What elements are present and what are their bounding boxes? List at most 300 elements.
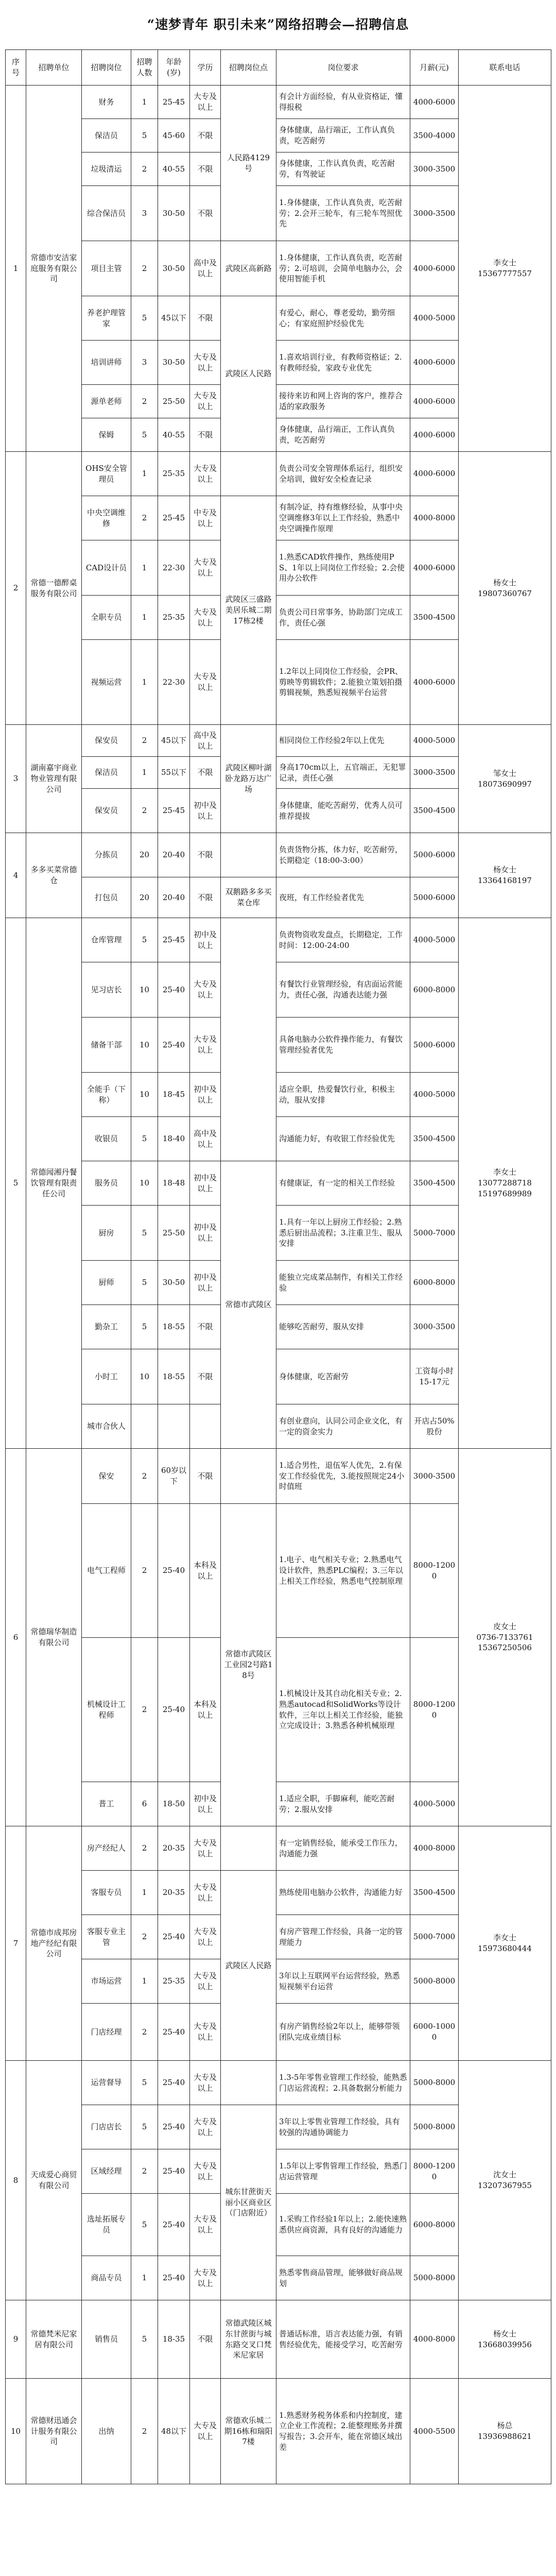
header-contact: 联系电话: [459, 50, 551, 86]
job-post: 养老护理管家: [82, 296, 131, 341]
job-pay: 5000-6000: [410, 877, 459, 918]
job-pay: 5000-6000: [410, 833, 459, 877]
job-req: 1.3-5年零售业管理工作经验，能熟悉门店运营流程；2.具备数据分析能力: [276, 2061, 410, 2105]
job-edu: 不限: [190, 152, 221, 186]
job-edu: 不限: [190, 1305, 221, 1349]
job-num: 2: [131, 2379, 158, 2484]
job-req: 有房产销售经验2年以上，能够带领团队完成业绩目标: [276, 2004, 410, 2061]
job-req: 身体健康，工作认真负责，吃苦耐劳，有驾驶证: [276, 152, 410, 186]
job-num: 2: [131, 725, 158, 757]
job-pay: 5000-7000: [410, 1206, 459, 1261]
company-name: 多多买菜常德仓: [26, 833, 82, 918]
job-num: 2: [131, 2149, 158, 2194]
header-company: 招聘单位: [26, 50, 82, 86]
job-post: 保安: [82, 1449, 131, 1504]
job-num: 2: [131, 789, 158, 833]
table-row: [6, 86, 551, 119]
job-site: [221, 1449, 276, 1504]
job-req: 相同岗位工作经验2年以上优先: [276, 725, 410, 757]
company-contact: 李女士 15973680444: [459, 1826, 551, 2061]
job-age: 25-40: [158, 2061, 190, 2105]
job-num: 5: [131, 296, 158, 341]
job-pay: 5000-7000: [410, 1915, 459, 1959]
company-contact: 李女士 15367777557: [459, 86, 551, 452]
header-row: [6, 50, 551, 86]
job-post: 源单老师: [82, 385, 131, 418]
job-req: 1.具有一年以上厨房工作经验；2.熟悉后厨出品流程；3.注重卫生、服从安排: [276, 1206, 410, 1261]
job-pay: 4000-6000: [410, 241, 459, 296]
job-req: 1.采购工作经验1年以上；2.能快速熟悉供应商资源，具有良好的沟通能力: [276, 2194, 410, 2256]
job-num: 5: [131, 2105, 158, 2149]
job-pay: 5000-8000: [410, 1959, 459, 2004]
job-post: 门店店长: [82, 2105, 131, 2149]
job-pay: 6000-10000: [410, 2004, 459, 2061]
job-age: 25-35: [158, 596, 190, 640]
job-num: 1: [131, 596, 158, 640]
table-row: [6, 725, 551, 757]
job-age: 40-55: [158, 152, 190, 186]
job-edu: 大专及以上: [190, 1018, 221, 1073]
job-age: 25-40: [158, 1504, 190, 1638]
header-no: 序号: [6, 50, 26, 86]
job-edu: 高中及以上: [190, 725, 221, 757]
job-age: 45以下: [158, 296, 190, 341]
job-req: 有会计方面经验，有从业资格证，懂得报税: [276, 86, 410, 119]
job-edu: 不限: [190, 877, 221, 918]
job-age: 48以下: [158, 2379, 190, 2484]
job-req: 身体健康，能吃苦耐劳，优秀人员可推荐提拔: [276, 789, 410, 833]
job-site: [221, 2061, 276, 2105]
job-age: 25-35: [158, 1959, 190, 2004]
job-pay: 3000-3500: [410, 1449, 459, 1504]
job-num: 3: [131, 186, 158, 241]
job-edu: 大专及以上: [190, 2256, 221, 2300]
job-age: 40-55: [158, 418, 190, 452]
company-contact: 邹女士 18073690997: [459, 725, 551, 833]
job-num: 10: [131, 1161, 158, 1206]
job-age: 25-40: [158, 2256, 190, 2300]
job-age: 25-45: [158, 496, 190, 540]
job-post: 出纳: [82, 2379, 131, 2484]
job-edu: 高中及以上: [190, 241, 221, 296]
job-pay: 5000-6000: [410, 1018, 459, 1073]
job-post: 保洁员: [82, 119, 131, 152]
job-post: 勤杂工: [82, 1305, 131, 1349]
job-edu: 中专及以上: [190, 496, 221, 540]
company-no: 6: [6, 1449, 26, 1826]
job-num: 1: [131, 757, 158, 789]
company-contact: 杨女士 13364168197: [459, 833, 551, 918]
job-post: 销售员: [82, 2300, 131, 2379]
job-post: 储备干部: [82, 1018, 131, 1073]
job-num: 1: [131, 2256, 158, 2300]
company-no: 8: [6, 2061, 26, 2300]
job-site: 常德市武陵区: [221, 1161, 276, 1449]
job-post: 保洁员: [82, 757, 131, 789]
job-age: 25-40: [158, 1018, 190, 1073]
job-pay: 5000-8000: [410, 2256, 459, 2300]
header-pay: 月薪(元): [410, 50, 459, 86]
job-num: 5: [131, 1117, 158, 1161]
job-edu: 不限: [190, 2300, 221, 2379]
job-age: 20-40: [158, 833, 190, 877]
job-post: 中央空调维修: [82, 496, 131, 540]
job-age: 18-35: [158, 2300, 190, 2379]
job-req: 夜班，有工作经验者优先: [276, 877, 410, 918]
job-req: 3年以上零售业管理工作经验，具有较强的沟通协调能力: [276, 2105, 410, 2149]
job-req: 1.身体健康，工作认真负责，吃苦耐劳；2.可培训，会简单电脑办公，会使用智能手机: [276, 241, 410, 296]
table-row: [6, 1449, 551, 1504]
header-num: 招聘人数: [131, 50, 158, 86]
job-pay: 4000-6000: [410, 86, 459, 119]
job-req: 1.机械设计及其自动化相关专业；2.熟悉autocad和SolidWorks等设计软件，三年以上相关工作经验，能独立完成设计；3.熟悉各种机械原理: [276, 1638, 410, 1782]
job-num: 20: [131, 877, 158, 918]
job-age: 30-50: [158, 186, 190, 241]
job-pay: 3000-3500: [410, 1305, 459, 1349]
job-post: 厨师: [82, 1261, 131, 1305]
job-pay: 5000-8000: [410, 2105, 459, 2149]
job-req: 能够吃苦耐劳，服从安排: [276, 1305, 410, 1349]
job-post: 培训讲师: [82, 341, 131, 385]
job-edu: 高中及以上: [190, 1117, 221, 1161]
job-num: 10: [131, 962, 158, 1018]
job-req: 身高170cm以上，五官端正，无犯罪记录，责任心强: [276, 757, 410, 789]
job-edu: 大专及以上: [190, 640, 221, 725]
job-pay: 5000-8000: [410, 2061, 459, 2105]
job-site: 武陵区三盛路美居乐城二期17栋2楼: [221, 496, 276, 725]
job-post: 商品专员: [82, 2256, 131, 2300]
job-pay: 6000-8000: [410, 1261, 459, 1305]
job-req: 1.喜欢培训行业，有教师资格证；2.有教师经验，家政专业优先: [276, 341, 410, 385]
job-age: 25-50: [158, 1206, 190, 1261]
company-name: 天成爱心商贸有限公司: [26, 2061, 82, 2300]
job-edu: 不限: [190, 833, 221, 877]
job-req: 负责物资收发盘点，长期稳定，工作时间：12:00-24:00: [276, 918, 410, 962]
job-age: 25-50: [158, 385, 190, 418]
job-pay: 3500-4500: [410, 596, 459, 640]
job-site: 武陵区高新路: [221, 241, 276, 296]
job-edu: 大专及以上: [190, 540, 221, 596]
job-site: 常德市武陵区工业园2号路18号: [221, 1504, 276, 1826]
job-edu: 初中及以上: [190, 1782, 221, 1826]
job-edu: 大专及以上: [190, 2149, 221, 2194]
job-post: OHS安全管理员: [82, 452, 131, 496]
job-age: 18-40: [158, 1117, 190, 1161]
company-no: 1: [6, 86, 26, 452]
job-post: 打包员: [82, 877, 131, 918]
job-pay: 4000-5000: [410, 296, 459, 341]
job-req: 有房产管理工作经验，具备一定的管理能力: [276, 1915, 410, 1959]
table-row: [6, 2300, 551, 2379]
job-num: 2: [131, 1504, 158, 1638]
job-req: 身体健康，吃苦耐劳: [276, 1349, 410, 1404]
job-age: 18-50: [158, 1782, 190, 1826]
job-site: [221, 833, 276, 877]
job-post: 客服专员: [82, 1871, 131, 1915]
header-site: 招聘岗位点: [221, 50, 276, 86]
job-age: 20-35: [158, 1826, 190, 1871]
company-name: 常德闻湘丹餐饮管理有限责任公司: [26, 918, 82, 1449]
job-post: 收银员: [82, 1117, 131, 1161]
job-pay: 8000-12000: [410, 2149, 459, 2194]
job-pay: 8000-12000: [410, 1638, 459, 1782]
job-num: 2: [131, 1638, 158, 1782]
job-age: 45以下: [158, 725, 190, 757]
job-edu: 不限: [190, 418, 221, 452]
job-post: 视频运营: [82, 640, 131, 725]
page-title: “速梦青年 职引未来”网络招聘会—招聘信息: [147, 17, 409, 32]
job-num: 5: [131, 1206, 158, 1261]
job-pay: 4000-6000: [410, 341, 459, 385]
job-edu: 大专及以上: [190, 1871, 221, 1915]
job-age: 25-40: [158, 2149, 190, 2194]
job-req: 负责货物分拣，体力好，吃苦耐劳，长期稳定（18:00-3:00）: [276, 833, 410, 877]
job-req: 1.身体健康，工作认真负责，吃苦耐劳；2.会开三轮车，有三轮车驾照优先: [276, 186, 410, 241]
job-site: 武陵区人民路: [221, 1871, 276, 2061]
job-num: 1: [131, 1959, 158, 2004]
job-req: 有一定销售经验，能承受工作压力，沟通能力强: [276, 1826, 410, 1871]
job-pay: 4000-8000: [410, 496, 459, 540]
company-contact: 皮女士 0736-7133761 15367250506: [459, 1449, 551, 1826]
job-num: 1: [131, 1871, 158, 1915]
job-post: 保安员: [82, 725, 131, 757]
job-pay: 3500-4500: [410, 789, 459, 833]
job-site: 常德武陵区城东甘蔗街与城东路交叉口梵米尼家居: [221, 2300, 276, 2379]
job-req: 具备电脑办公软件操作能力，有餐饮管理经验者优先: [276, 1018, 410, 1073]
job-post: 厨房: [82, 1206, 131, 1261]
job-post: 全能手（下称）: [82, 1073, 131, 1117]
job-post: 运营督导: [82, 2061, 131, 2105]
job-req: 1.熟悉CAD软件操作，熟练使用PS、1年以上同岗位工作经验；2.会使用办公软件: [276, 540, 410, 596]
job-age: 25-45: [158, 789, 190, 833]
job-edu: 大专及以上: [190, 962, 221, 1018]
job-edu: 大专及以上: [190, 385, 221, 418]
job-req: 沟通能力好，有收银工作经验优先: [276, 1117, 410, 1161]
job-age: 22-30: [158, 640, 190, 725]
job-post: 服务员: [82, 1161, 131, 1206]
job-pay: 6000-8000: [410, 962, 459, 1018]
job-num: 1: [131, 540, 158, 596]
job-edu: 大专及以上: [190, 2379, 221, 2484]
company-contact: 李女士 13077288718 15197689989: [459, 918, 551, 1449]
job-req: 1.适合男性，退伍军人优先，2.有保安工作经验优先，3.能按照规定24小时值班: [276, 1449, 410, 1504]
company-no: 2: [6, 452, 26, 725]
job-req: 能独立完成菜品制作，有相关工作经验: [276, 1261, 410, 1305]
job-post: 保安员: [82, 789, 131, 833]
job-req: 身体健康，品行端正，工作认真负责，吃苦耐劳: [276, 418, 410, 452]
job-num: 2: [131, 1449, 158, 1504]
company-contact: 沈女士 13207367955: [459, 2061, 551, 2300]
job-age: 20-35: [158, 1871, 190, 1915]
job-age: 20-40: [158, 877, 190, 918]
job-pay: 6000-8000: [410, 2194, 459, 2256]
header-edu: 学历: [190, 50, 221, 86]
job-num: 5: [131, 418, 158, 452]
job-edu: 本科及以上: [190, 1504, 221, 1638]
header-req: 岗位要求: [276, 50, 410, 86]
job-pay: 4000-5500: [410, 2379, 459, 2484]
job-site: [221, 452, 276, 496]
job-pay: 工资每小时15-17元: [410, 1349, 459, 1404]
job-edu: 大专及以上: [190, 2061, 221, 2105]
table-row: [6, 2061, 551, 2105]
job-edu: 大专及以上: [190, 86, 221, 119]
company-name: 常德市成邦房地产经纪有限公司: [26, 1826, 82, 2061]
job-age: 25-40: [158, 2105, 190, 2149]
job-site: [221, 1826, 276, 1871]
company-name: 湖南嘉宇商业物业管理有限公司: [26, 725, 82, 833]
company-name: 常德一德醉桌服务有限公司: [26, 452, 82, 725]
company-name: 常德财迅通会计服务有限公司: [26, 2379, 82, 2484]
job-pay: 3500-4500: [410, 1117, 459, 1161]
job-post: 全职专员: [82, 596, 131, 640]
job-post: 市场运营: [82, 1959, 131, 2004]
job-edu: 大专及以上: [190, 2004, 221, 2061]
job-num: 5: [131, 119, 158, 152]
job-num: 2: [131, 1915, 158, 1959]
job-pay: 3000-3500: [410, 152, 459, 186]
job-pay: 4000-8000: [410, 1826, 459, 1871]
job-pay: 4000-5000: [410, 1073, 459, 1117]
job-edu: 大专及以上: [190, 452, 221, 496]
company-no: 10: [6, 2379, 26, 2484]
job-edu: 大专及以上: [190, 1959, 221, 2004]
job-age: 25-40: [158, 2194, 190, 2256]
job-pay: 3500-4000: [410, 119, 459, 152]
job-edu: 不限: [190, 119, 221, 152]
job-pay: 8000-12000: [410, 1504, 459, 1638]
recruitment-table: [5, 49, 551, 2484]
job-edu: 大专及以上: [190, 341, 221, 385]
company-name: 常德市安洁家庭服务有限公司: [26, 86, 82, 452]
job-req: 有创业意向，认同公司企业文化，有一定的资金实力: [276, 1404, 410, 1449]
job-edu: 不限: [190, 296, 221, 341]
job-site: 人民路4129号: [221, 86, 276, 241]
company-contact: 杨总 13936988621: [459, 2379, 551, 2484]
job-pay: 4000-6000: [410, 385, 459, 418]
company-no: 3: [6, 725, 26, 833]
job-post: 小时工: [82, 1349, 131, 1404]
job-num: 5: [131, 2300, 158, 2379]
job-edu: 不限: [190, 186, 221, 241]
job-site: 双鹅路多多买菜仓库: [221, 877, 276, 918]
job-post: 项目主管: [82, 241, 131, 296]
company-no: 5: [6, 918, 26, 1449]
job-req: 普通话标准，语言表达能力强，有销售经验优先，能接受学习，吃苦耐劳: [276, 2300, 410, 2379]
header-post: 招聘岗位: [82, 50, 131, 86]
job-pay: 开店占50%股份: [410, 1404, 459, 1449]
table-row: [6, 2379, 551, 2484]
job-num: 10: [131, 1349, 158, 1404]
job-edu: 初中及以上: [190, 1261, 221, 1305]
job-age: 25-35: [158, 452, 190, 496]
job-req: 1.5年以上零售管理工作经验，熟悉门店运营管理: [276, 2149, 410, 2194]
job-req: 熟练使用电脑办公软件，沟通能力好: [276, 1871, 410, 1915]
job-req: 有爱心，耐心，尊老爱幼，勤劳细心；有家庭照护经验优先: [276, 296, 410, 341]
job-num: 5: [131, 1261, 158, 1305]
job-num: 3: [131, 341, 158, 385]
job-req: 负责公司日常事务，协助部门完成工作，责任心强: [276, 596, 410, 640]
table-row: [6, 918, 551, 962]
job-post: 房产经纪人: [82, 1826, 131, 1871]
company-no: 9: [6, 2300, 26, 2379]
job-post: 见习店长: [82, 962, 131, 1018]
job-edu: 初中及以上: [190, 1073, 221, 1117]
job-edu: 不限: [190, 757, 221, 789]
job-edu: 初中及以上: [190, 789, 221, 833]
job-site: 武陵区人民路: [221, 296, 276, 452]
job-edu: 初中及以上: [190, 918, 221, 962]
company-no: 4: [6, 833, 26, 918]
job-post: CAD设计员: [82, 540, 131, 596]
job-num: 2: [131, 1826, 158, 1871]
job-num: 5: [131, 1305, 158, 1349]
header-age: 年龄(岁): [158, 50, 190, 86]
job-edu: 大专及以上: [190, 596, 221, 640]
job-req: 负责公司安全管理体系运行，组织安全培训，做好安全检查记录: [276, 452, 410, 496]
job-site: 常德欢乐城二期16栋和瑞阳7楼: [221, 2379, 276, 2484]
job-age: [158, 1404, 190, 1449]
job-pay: 3500-4500: [410, 1161, 459, 1206]
job-pay: 3500-4500: [410, 1871, 459, 1915]
job-num: 2: [131, 385, 158, 418]
job-edu: [190, 1404, 221, 1449]
job-edu: 不限: [190, 1449, 221, 1504]
job-edu: 大专及以上: [190, 1826, 221, 1871]
job-edu: 初中及以上: [190, 1206, 221, 1261]
job-post: 门店经理: [82, 2004, 131, 2061]
job-age: 30-50: [158, 241, 190, 296]
job-post: 客服专业主管: [82, 1915, 131, 1959]
job-pay: 3000-3500: [410, 757, 459, 789]
job-pay: 4000-8000: [410, 2300, 459, 2379]
job-edu: 本科及以上: [190, 1638, 221, 1782]
table-row: [6, 833, 551, 877]
job-site: 武陵区柳叶湖卧龙路万达广场: [221, 725, 276, 833]
job-age: 25-45: [158, 86, 190, 119]
job-edu: 大专及以上: [190, 2105, 221, 2149]
job-age: 18-48: [158, 1161, 190, 1206]
job-post: 普工: [82, 1782, 131, 1826]
job-req: 身体健康，品行端正，工作认真负责，吃苦耐劳: [276, 119, 410, 152]
job-req: 熟悉零售商品管理，能够做好商品规划: [276, 2256, 410, 2300]
job-num: 1: [131, 452, 158, 496]
company-name: 常德梵米尼家居有限公司: [26, 2300, 82, 2379]
job-num: 6: [131, 1782, 158, 1826]
job-age: 55以下: [158, 757, 190, 789]
job-age: 25-45: [158, 918, 190, 962]
job-age: 25-40: [158, 1915, 190, 1959]
job-req: 接待来访和网上咨询的客户，推荐合适的家政服务: [276, 385, 410, 418]
job-req: 有制冷证，持有维修经验，从事中央空调维修3年以上工作经验，熟悉中央空调操作原理: [276, 496, 410, 540]
job-num: 10: [131, 1018, 158, 1073]
job-age: 30-50: [158, 341, 190, 385]
job-req: 1.熟悉财务税务体系和内控制度，建立企业工作流程；2.能整理账务并撰写报告；3.会开车，能在常德区域出差: [276, 2379, 410, 2484]
job-num: 1: [131, 86, 158, 119]
job-req: 1.电子、电气相关专业；2.熟悉电气设计软件，熟悉PLC编程；3.三年以上相关工作经验，熟悉电气控制原理: [276, 1504, 410, 1638]
job-num: 5: [131, 2194, 158, 2256]
job-age: 25-40: [158, 962, 190, 1018]
job-post: 财务: [82, 86, 131, 119]
job-age: 22-30: [158, 540, 190, 596]
job-site: 城东甘蔗街天丽小区商业区（门店附近）: [221, 2105, 276, 2300]
job-pay: 4000-6000: [410, 452, 459, 496]
job-age: 45-60: [158, 119, 190, 152]
job-age: 30-50: [158, 1261, 190, 1305]
job-edu: 大专及以上: [190, 1915, 221, 1959]
job-num: 5: [131, 2061, 158, 2105]
job-num: 1: [131, 640, 158, 725]
